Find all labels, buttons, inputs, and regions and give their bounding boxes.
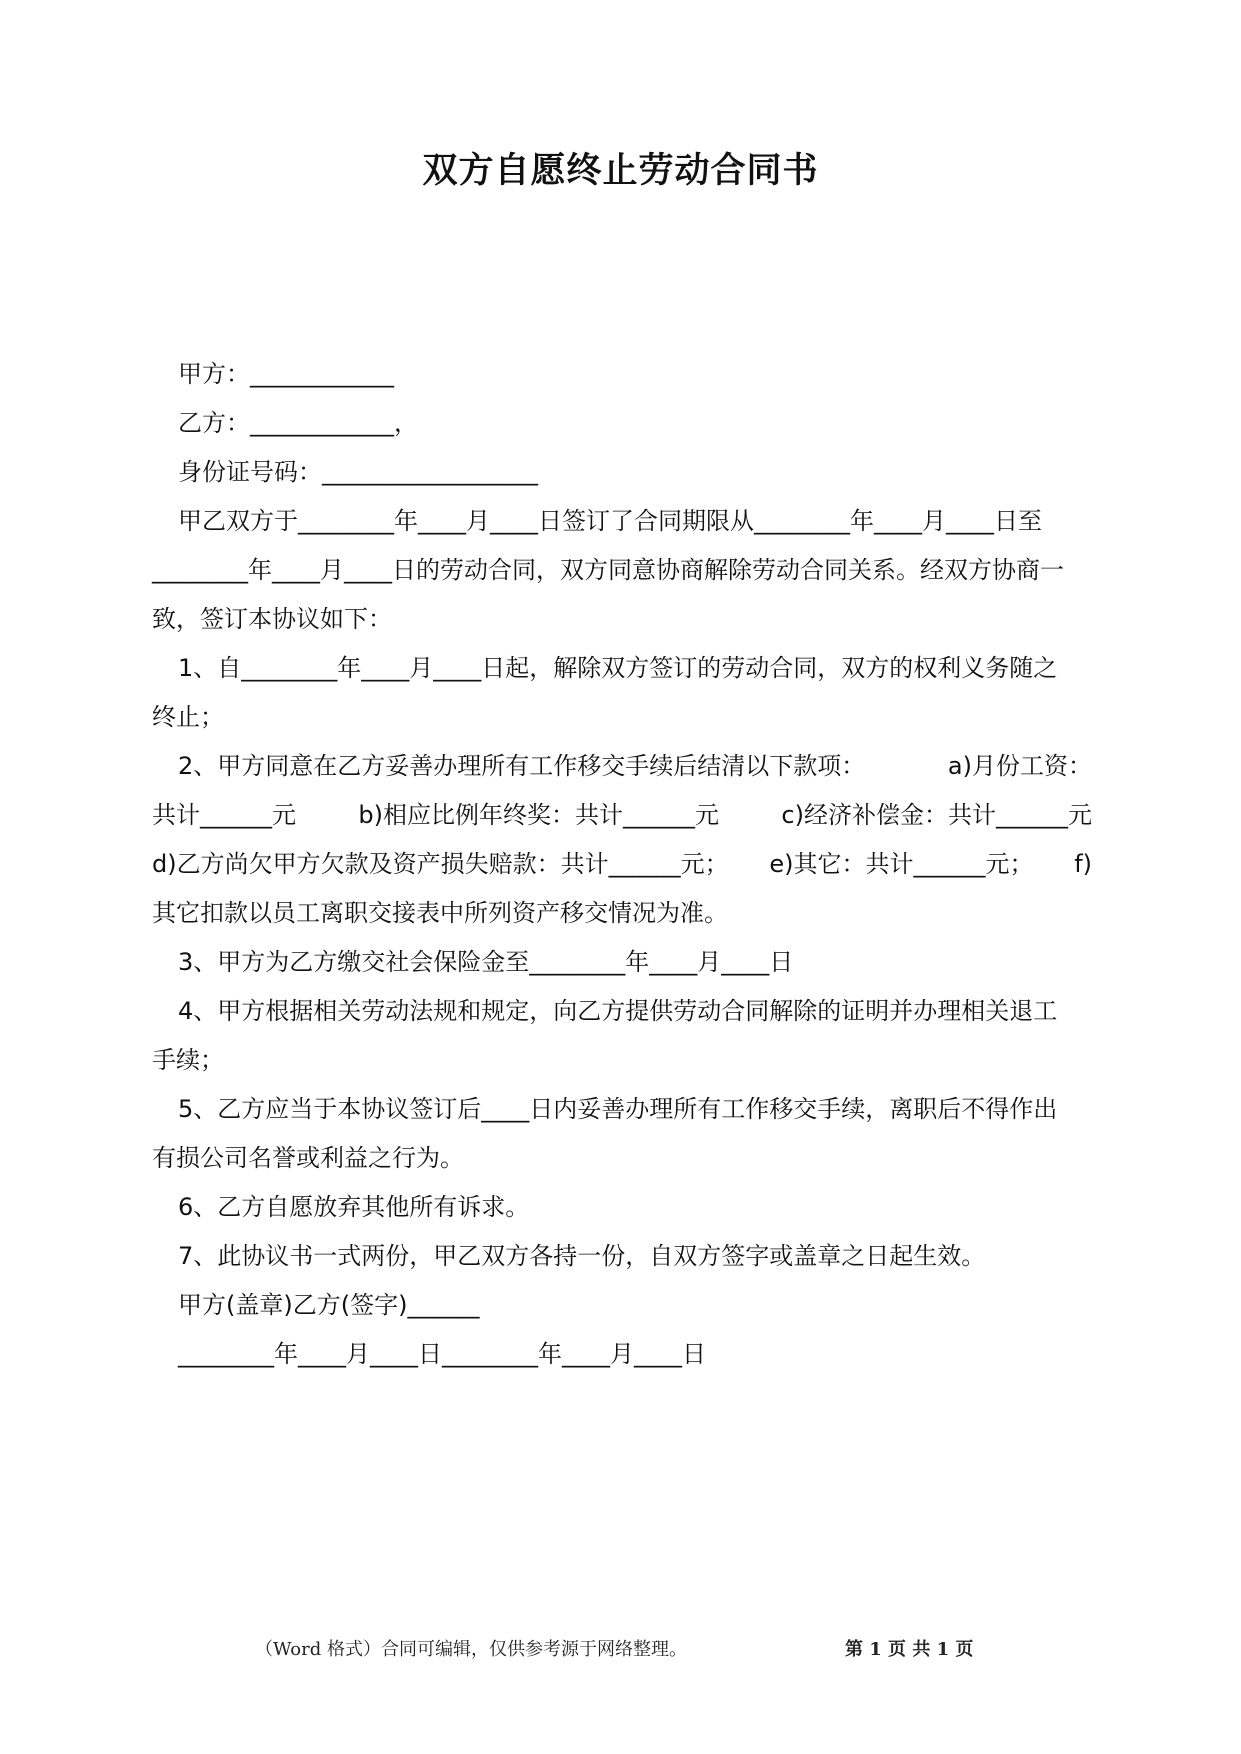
clause-1-line-1: 1、自________年____月____日起，解除双方签订的劳动合同，双方的权利义务随之 (178, 654, 1058, 682)
intro-line-1: 甲乙双方于________年____月____日签订了合同期限从________年____月____日至 (178, 507, 1042, 535)
clause-3-line: 3、甲方为乙方缴交社会保险金至________年____月____日 (178, 948, 794, 976)
clause-2-item-f: f) (1074, 850, 1092, 878)
clause-4-line-1: 4、甲方根据相关劳动法规和规定，向乙方提供劳动合同解除的证明并办理相关退工 (178, 997, 1058, 1025)
clause-2-item-b: b)相应比例年终奖：共计______元 (358, 801, 720, 829)
clause-5-line-1: 5、乙方应当于本协议签订后____日内妥善办理所有工作移交手续，离职后不得作出 (178, 1095, 1058, 1123)
id-number-line: 身份证号码：__________________ (178, 458, 538, 486)
clause-2-text: 2、甲方同意在乙方妥善办理所有工作移交手续后结清以下款项： (178, 752, 866, 780)
document-body (152, 350, 1092, 1379)
signature-line: 甲方(盖章)乙方(签字)______ (178, 1291, 480, 1319)
clause-2-item-e: e)其它：共计______元； (769, 850, 1034, 878)
clause-2-item-c: c)经济补偿金：共计______元 (781, 801, 1092, 829)
clause-2-line-2 (152, 791, 1092, 840)
clause-6-line: 6、乙方自愿放弃其他所有诉求。 (178, 1193, 530, 1221)
party-b-line: 乙方：____________， (178, 409, 418, 437)
clause-1-line-2: 终止； (152, 703, 224, 731)
intro-line-3: 致，签订本协议如下： (152, 605, 392, 633)
clause-2-line-4: 其它扣款以员工离职交接表中所列资产移交情况为准。 (152, 899, 728, 927)
clause-2-item-a: a)月份工资： (947, 752, 1092, 780)
page-number: 第 1 页 共 1 页 (845, 1639, 974, 1660)
sign-date-line: ________年____月____日________年____月____日 (178, 1340, 706, 1368)
document-title: 双方自愿终止劳动合同书 (422, 151, 819, 191)
clause-4-line-2: 手续； (152, 1046, 224, 1074)
clause-2-item-d: d)乙方尚欠甲方欠款及资产损失赔款：共计______元； (152, 850, 729, 878)
intro-line-2: ________年____月____日的劳动合同，双方同意协商解除劳动合同关系。经双方协商一 (152, 556, 1064, 584)
clause-5-line-2: 有损公司名誉或利益之行为。 (152, 1144, 464, 1172)
clause-2-line-3 (152, 840, 1092, 889)
clause-7-line: 7、此协议书一式两份，甲乙双方各持一份，自双方签字或盖章之日起生效。 (178, 1242, 986, 1270)
party-a-line: 甲方：____________ (178, 360, 394, 388)
clause-2-line-1 (152, 742, 1092, 791)
footer-note: （Word 格式）合同可编辑，仅供参考源于网络整理。 (255, 1639, 687, 1660)
clause-2-item-a-total: 共计______元 (152, 801, 296, 829)
